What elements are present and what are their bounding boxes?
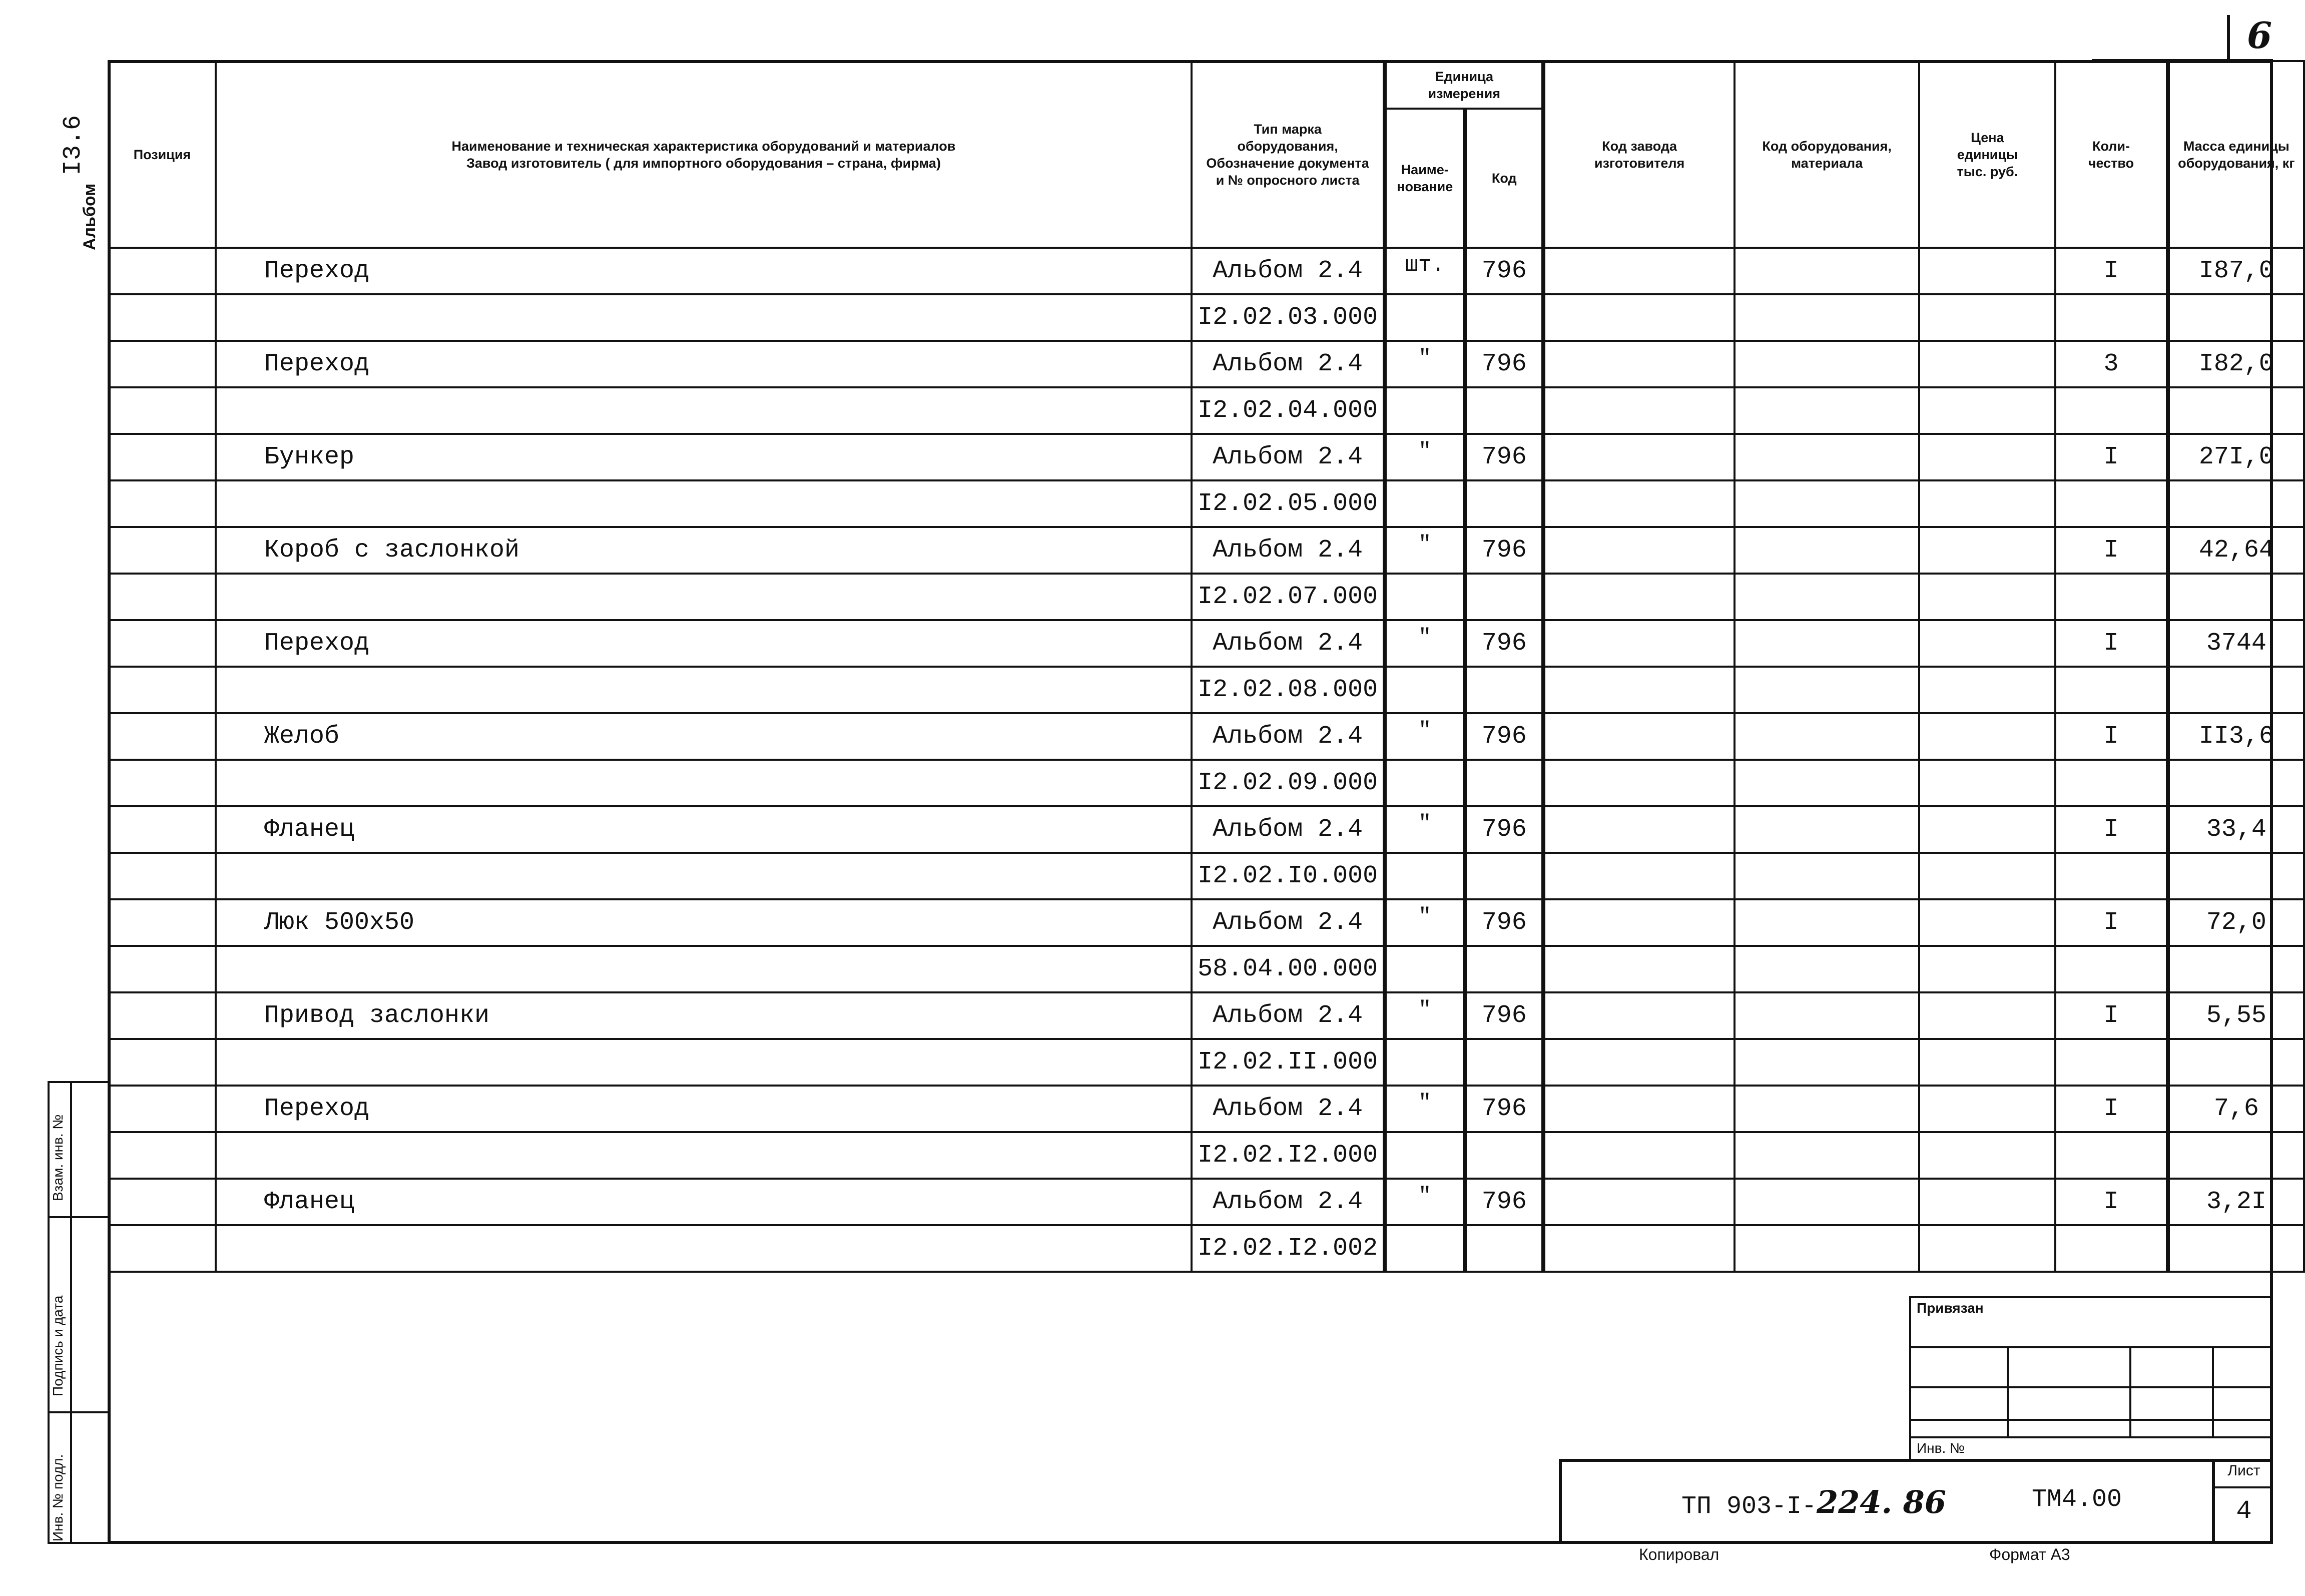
cell-album: Альбом 2.4	[1192, 713, 1385, 760]
cell-album: Альбом 2.4	[1192, 899, 1385, 946]
cell-factory-code	[1543, 853, 1735, 899]
album-side-label	[80, 183, 100, 250]
cell-price	[1919, 434, 2055, 480]
cell-unit-name	[1385, 1132, 1465, 1179]
cell-unit-code	[1465, 853, 1543, 899]
cell-doc-number: 58.04.00.000	[1192, 946, 1385, 992]
cell-unit-code	[1465, 1132, 1543, 1179]
cell-unit-name: "	[1385, 899, 1465, 946]
cell-unit-name	[1385, 667, 1465, 713]
cell-qty	[2055, 480, 2167, 527]
cell-position	[109, 1179, 216, 1225]
cell-mass	[2168, 760, 2304, 806]
doc-code	[1681, 1484, 1946, 1521]
specification-table	[108, 60, 2305, 1273]
cell-unit-name: "	[1385, 713, 1465, 760]
cell-qty	[2055, 1132, 2167, 1179]
item-row	[109, 620, 2304, 667]
cell-item-name-cont	[216, 760, 1192, 806]
cell-mass	[2168, 480, 2304, 527]
cell-price	[1919, 899, 2055, 946]
cell-mass	[2168, 667, 2304, 713]
cell-qty	[2055, 946, 2167, 992]
cell-equipment-code	[1735, 667, 1920, 713]
doc-code-prefix: ТП 903-I-	[1681, 1492, 1817, 1521]
cell-unit-code: 796	[1465, 806, 1543, 853]
doc-code-handwritten: 224. 86	[1817, 1484, 1946, 1520]
cell-factory-code	[1543, 1225, 1735, 1272]
cell-unit-name: "	[1385, 527, 1465, 574]
cell-factory-code	[1543, 434, 1735, 480]
cell-album: Альбом 2.4	[1192, 248, 1385, 294]
corner-line-v	[2227, 15, 2230, 61]
cell-mass	[2168, 294, 2304, 341]
cell-factory-code	[1543, 620, 1735, 667]
cell-doc-number: I2.02.I2.000	[1192, 1132, 1385, 1179]
cell-doc-number: I2.02.05.000	[1192, 480, 1385, 527]
cell-price	[1919, 806, 2055, 853]
cell-equipment-code	[1735, 527, 1920, 574]
cell-equipment-code	[1735, 434, 1920, 480]
cell-position	[109, 574, 216, 620]
cell-unit-name	[1385, 853, 1465, 899]
cell-unit-code: 796	[1465, 620, 1543, 667]
cell-unit-name: шт.	[1385, 248, 1465, 294]
cell-position	[109, 480, 216, 527]
cell-position	[109, 713, 216, 760]
cell-position	[109, 667, 216, 713]
cell-factory-code	[1543, 899, 1735, 946]
cell-item-name-cont	[216, 1132, 1192, 1179]
cell-position	[109, 434, 216, 480]
cell-qty: I	[2055, 434, 2167, 480]
header-name-line1: Наименование и техническая характеристика оборудований и материалов	[451, 138, 956, 154]
cell-factory-code	[1543, 527, 1735, 574]
cell-unit-name: "	[1385, 992, 1465, 1039]
cell-price	[1919, 1039, 2055, 1086]
cell-unit-code	[1465, 574, 1543, 620]
cell-unit-name	[1385, 1039, 1465, 1086]
cell-unit-code	[1465, 480, 1543, 527]
header-mass: Масса единицы оборудования, кг	[2168, 61, 2304, 248]
cell-factory-code	[1543, 992, 1735, 1039]
cell-mass	[2168, 1039, 2304, 1086]
cell-factory-code	[1543, 480, 1735, 527]
cell-unit-name	[1385, 760, 1465, 806]
cell-mass	[2168, 853, 2304, 899]
cell-price	[1919, 853, 2055, 899]
cell-qty	[2055, 294, 2167, 341]
cell-mass: I87,0	[2168, 248, 2304, 294]
cell-unit-code	[1465, 667, 1543, 713]
item-row	[109, 527, 2304, 574]
cell-qty: 3	[2055, 341, 2167, 387]
item-row	[109, 341, 2304, 387]
cell-equipment-code	[1735, 387, 1920, 434]
item-doc-row	[109, 760, 2304, 806]
cell-item-name: Фланец	[216, 806, 1192, 853]
cell-item-name: Переход	[216, 620, 1192, 667]
cell-item-name: Короб с заслонкой	[216, 527, 1192, 574]
cell-factory-code	[1543, 248, 1735, 294]
cell-item-name: Люк 500х50	[216, 899, 1192, 946]
cell-item-name-cont	[216, 853, 1192, 899]
side-stamp-inv-orig	[50, 1454, 66, 1541]
attached-col3	[2212, 1346, 2214, 1436]
album-side-number	[59, 115, 88, 175]
cell-unit-name: "	[1385, 341, 1465, 387]
cell-item-name: Привод заслонки	[216, 992, 1192, 1039]
cell-item-name-cont	[216, 480, 1192, 527]
cell-price	[1919, 620, 2055, 667]
cell-position	[109, 806, 216, 853]
side-stamp-split	[70, 1081, 72, 1544]
cell-unit-code	[1465, 387, 1543, 434]
cell-qty: I	[2055, 1086, 2167, 1132]
cell-position	[109, 248, 216, 294]
cell-unit-code: 796	[1465, 899, 1543, 946]
cell-position	[109, 853, 216, 899]
doc-mark: ТМ4.00	[2032, 1485, 2122, 1514]
cell-equipment-code	[1735, 853, 1920, 899]
cell-factory-code	[1543, 1179, 1735, 1225]
header-price: Цена единицы тыс. руб.	[1919, 61, 2055, 248]
header-factory-code: Код завода изготовителя	[1543, 61, 1735, 248]
cell-equipment-code	[1735, 341, 1920, 387]
cell-unit-name: "	[1385, 1179, 1465, 1225]
cell-mass	[2168, 1225, 2304, 1272]
attached-row2	[1909, 1386, 2273, 1388]
cell-factory-code	[1543, 1132, 1735, 1179]
cell-unit-name: "	[1385, 620, 1465, 667]
cell-price	[1919, 294, 2055, 341]
cell-position	[109, 946, 216, 992]
cell-position	[109, 387, 216, 434]
cell-item-name: Фланец	[216, 1179, 1192, 1225]
cell-equipment-code	[1735, 480, 1920, 527]
cell-doc-number: I2.02.04.000	[1192, 387, 1385, 434]
cell-mass: II3,6	[2168, 713, 2304, 760]
cell-factory-code	[1543, 574, 1735, 620]
item-row	[109, 434, 2304, 480]
cell-qty: I	[2055, 899, 2167, 946]
cell-equipment-code	[1735, 899, 1920, 946]
header-name	[216, 61, 1192, 248]
item-doc-row	[109, 480, 2304, 527]
cell-position	[109, 992, 216, 1039]
cell-mass: 33,4	[2168, 806, 2304, 853]
cell-mass	[2168, 1132, 2304, 1179]
cell-factory-code	[1543, 806, 1735, 853]
cell-equipment-code	[1735, 760, 1920, 806]
cell-factory-code	[1543, 387, 1735, 434]
cell-price	[1919, 667, 2055, 713]
cell-equipment-code	[1735, 574, 1920, 620]
header-qty: Коли-чество	[2055, 61, 2167, 248]
cell-equipment-code	[1735, 1179, 1920, 1225]
item-doc-row	[109, 853, 2304, 899]
cell-price	[1919, 1225, 2055, 1272]
cell-item-name: Переход	[216, 341, 1192, 387]
cell-qty: I	[2055, 806, 2167, 853]
cell-qty	[2055, 387, 2167, 434]
item-row	[109, 899, 2304, 946]
cell-item-name: Переход	[216, 248, 1192, 294]
cell-qty	[2055, 1039, 2167, 1086]
header-equipment-code: Код оборудования, материала	[1735, 61, 1920, 248]
cell-price	[1919, 480, 2055, 527]
cell-price	[1919, 574, 2055, 620]
header-type: Тип марка оборудования, Обозначение документа и № опросного листа	[1192, 61, 1385, 248]
cell-equipment-code	[1735, 946, 1920, 992]
cell-position	[109, 1132, 216, 1179]
cell-price	[1919, 713, 2055, 760]
copied-label: Копировал	[1639, 1545, 1719, 1563]
cell-unit-code	[1465, 294, 1543, 341]
cell-equipment-code	[1735, 992, 1920, 1039]
cell-unit-name: "	[1385, 1086, 1465, 1132]
cell-album: Альбом 2.4	[1192, 341, 1385, 387]
cell-mass: 27I,0	[2168, 434, 2304, 480]
cell-unit-code	[1465, 1039, 1543, 1086]
cell-position	[109, 527, 216, 574]
cell-mass: 42,64	[2168, 527, 2304, 574]
cell-price	[1919, 760, 2055, 806]
cell-equipment-code	[1735, 620, 1920, 667]
cell-position	[109, 1039, 216, 1086]
cell-item-name: Переход	[216, 1086, 1192, 1132]
cell-unit-code	[1465, 1225, 1543, 1272]
main-stamp-sheet-split	[2212, 1459, 2215, 1544]
sheet-label: Лист	[2227, 1462, 2260, 1479]
specification-body	[109, 248, 2304, 1272]
cell-price	[1919, 387, 2055, 434]
attached-col1	[2007, 1346, 2009, 1436]
side-stamp-row1	[48, 1216, 110, 1218]
cell-position	[109, 294, 216, 341]
header-unit-code: Код	[1465, 109, 1543, 248]
cell-qty: I	[2055, 713, 2167, 760]
cell-price	[1919, 946, 2055, 992]
cell-album: Альбом 2.4	[1192, 434, 1385, 480]
cell-mass	[2168, 574, 2304, 620]
cell-album: Альбом 2.4	[1192, 806, 1385, 853]
cell-factory-code	[1543, 294, 1735, 341]
cell-item-name: Бункер	[216, 434, 1192, 480]
item-doc-row	[109, 946, 2304, 992]
cell-qty	[2055, 760, 2167, 806]
album-number: I3.6	[59, 115, 88, 175]
cell-qty	[2055, 1225, 2167, 1272]
cell-qty	[2055, 853, 2167, 899]
item-row	[109, 1086, 2304, 1132]
cell-qty: I	[2055, 1179, 2167, 1225]
attached-row1	[1909, 1346, 2273, 1348]
cell-price	[1919, 992, 2055, 1039]
cell-doc-number: I2.02.09.000	[1192, 760, 1385, 806]
header-unit-group: Единица измерения	[1385, 61, 1543, 109]
cell-mass: 7,6	[2168, 1086, 2304, 1132]
cell-doc-number: I2.02.I0.000	[1192, 853, 1385, 899]
cell-price	[1919, 1086, 2055, 1132]
cell-item-name: Желоб	[216, 713, 1192, 760]
cell-doc-number: I2.02.07.000	[1192, 574, 1385, 620]
item-doc-row	[109, 1132, 2304, 1179]
cell-qty	[2055, 574, 2167, 620]
cell-album: Альбом 2.4	[1192, 1179, 1385, 1225]
cell-mass: 3744	[2168, 620, 2304, 667]
cell-factory-code	[1543, 341, 1735, 387]
cell-position	[109, 341, 216, 387]
side-stamp-replaced-inv-text: Взам. инв. №	[50, 1114, 66, 1201]
attached-col2	[2129, 1346, 2131, 1436]
side-stamp-replaced-inv	[50, 1115, 66, 1201]
cell-equipment-code	[1735, 1132, 1920, 1179]
header-unit-name: Наиме-нование	[1385, 109, 1465, 248]
cell-mass	[2168, 387, 2304, 434]
format-label: Формат А3	[1989, 1545, 2070, 1563]
item-doc-row	[109, 1225, 2304, 1272]
cell-factory-code	[1543, 713, 1735, 760]
cell-doc-number: I2.02.03.000	[1192, 294, 1385, 341]
cell-price	[1919, 248, 2055, 294]
cell-unit-name	[1385, 1225, 1465, 1272]
cell-equipment-code	[1735, 1225, 1920, 1272]
cell-mass: 5,55	[2168, 992, 2304, 1039]
cell-unit-code: 796	[1465, 434, 1543, 480]
cell-unit-code: 796	[1465, 341, 1543, 387]
cell-price	[1919, 527, 2055, 574]
cell-album: Альбом 2.4	[1192, 1086, 1385, 1132]
item-row	[109, 713, 2304, 760]
side-stamp-row2	[48, 1411, 110, 1413]
cell-doc-number: I2.02.II.000	[1192, 1039, 1385, 1086]
cell-qty: I	[2055, 248, 2167, 294]
side-stamp-sign-date-text: Подпись и дата	[50, 1295, 66, 1396]
cell-item-name-cont	[216, 946, 1192, 992]
item-row	[109, 806, 2304, 853]
cell-doc-number: I2.02.08.000	[1192, 667, 1385, 713]
cell-unit-code: 796	[1465, 527, 1543, 574]
cell-position	[109, 1086, 216, 1132]
cell-mass: 3,2I	[2168, 1179, 2304, 1225]
cell-album: Альбом 2.4	[1192, 527, 1385, 574]
item-row	[109, 248, 2304, 294]
album-label: Альбом	[80, 183, 99, 250]
cell-item-name-cont	[216, 1225, 1192, 1272]
cell-unit-code	[1465, 760, 1543, 806]
attached-label: Привязан	[1917, 1300, 1984, 1316]
cell-unit-name: "	[1385, 434, 1465, 480]
cell-unit-code: 796	[1465, 248, 1543, 294]
cell-item-name-cont	[216, 574, 1192, 620]
cell-equipment-code	[1735, 1039, 1920, 1086]
cell-qty	[2055, 667, 2167, 713]
cell-position	[109, 1225, 216, 1272]
cell-price	[1919, 1132, 2055, 1179]
cell-factory-code	[1543, 946, 1735, 992]
inv-no-label: Инв. №	[1917, 1440, 1965, 1456]
cell-price	[1919, 341, 2055, 387]
cell-unit-code: 796	[1465, 1179, 1543, 1225]
cell-qty: I	[2055, 527, 2167, 574]
cell-album: Альбом 2.4	[1192, 992, 1385, 1039]
cell-unit-code: 796	[1465, 713, 1543, 760]
side-stamp-inv-orig-text: Инв. № подл.	[50, 1454, 66, 1541]
cell-qty: I	[2055, 620, 2167, 667]
cell-item-name-cont	[216, 387, 1192, 434]
cell-equipment-code	[1735, 248, 1920, 294]
cell-unit-name	[1385, 387, 1465, 434]
cell-item-name-cont	[216, 294, 1192, 341]
cell-unit-name	[1385, 946, 1465, 992]
item-row	[109, 992, 2304, 1039]
cell-factory-code	[1543, 667, 1735, 713]
cell-unit-code	[1465, 946, 1543, 992]
cell-position	[109, 899, 216, 946]
cell-equipment-code	[1735, 1086, 1920, 1132]
item-doc-row	[109, 574, 2304, 620]
cell-equipment-code	[1735, 806, 1920, 853]
item-doc-row	[109, 294, 2304, 341]
cell-factory-code	[1543, 1039, 1735, 1086]
cell-price	[1919, 1179, 2055, 1225]
sheet-number: 4	[2236, 1496, 2252, 1526]
attached-row4	[1909, 1436, 2273, 1438]
attached-row3	[1909, 1419, 2273, 1421]
cell-unit-name: "	[1385, 806, 1465, 853]
item-row	[109, 1179, 2304, 1225]
cell-unit-code: 796	[1465, 992, 1543, 1039]
cell-qty: I	[2055, 992, 2167, 1039]
cell-album: Альбом 2.4	[1192, 620, 1385, 667]
main-stamp-sheet-row	[2212, 1486, 2273, 1488]
sheet-corner-number: 6	[2247, 14, 2272, 57]
cell-mass: I82,0	[2168, 341, 2304, 387]
item-doc-row	[109, 1039, 2304, 1086]
cell-position	[109, 760, 216, 806]
item-doc-row	[109, 387, 2304, 434]
cell-equipment-code	[1735, 294, 1920, 341]
cell-mass: 72,0	[2168, 899, 2304, 946]
cell-unit-name	[1385, 294, 1465, 341]
cell-unit-code: 796	[1465, 1086, 1543, 1132]
cell-item-name-cont	[216, 1039, 1192, 1086]
cell-position	[109, 620, 216, 667]
side-stamp-sign-date	[50, 1296, 66, 1396]
cell-unit-name	[1385, 574, 1465, 620]
cell-unit-name	[1385, 480, 1465, 527]
cell-item-name-cont	[216, 667, 1192, 713]
item-doc-row	[109, 667, 2304, 713]
cell-factory-code	[1543, 1086, 1735, 1132]
cell-doc-number: I2.02.I2.002	[1192, 1225, 1385, 1272]
cell-mass	[2168, 946, 2304, 992]
cell-factory-code	[1543, 760, 1735, 806]
cell-equipment-code	[1735, 713, 1920, 760]
header-name-line2: Завод изготовитель ( для импортного оборудования – страна, фирма)	[466, 155, 941, 171]
header-position: Позиция	[109, 61, 216, 248]
